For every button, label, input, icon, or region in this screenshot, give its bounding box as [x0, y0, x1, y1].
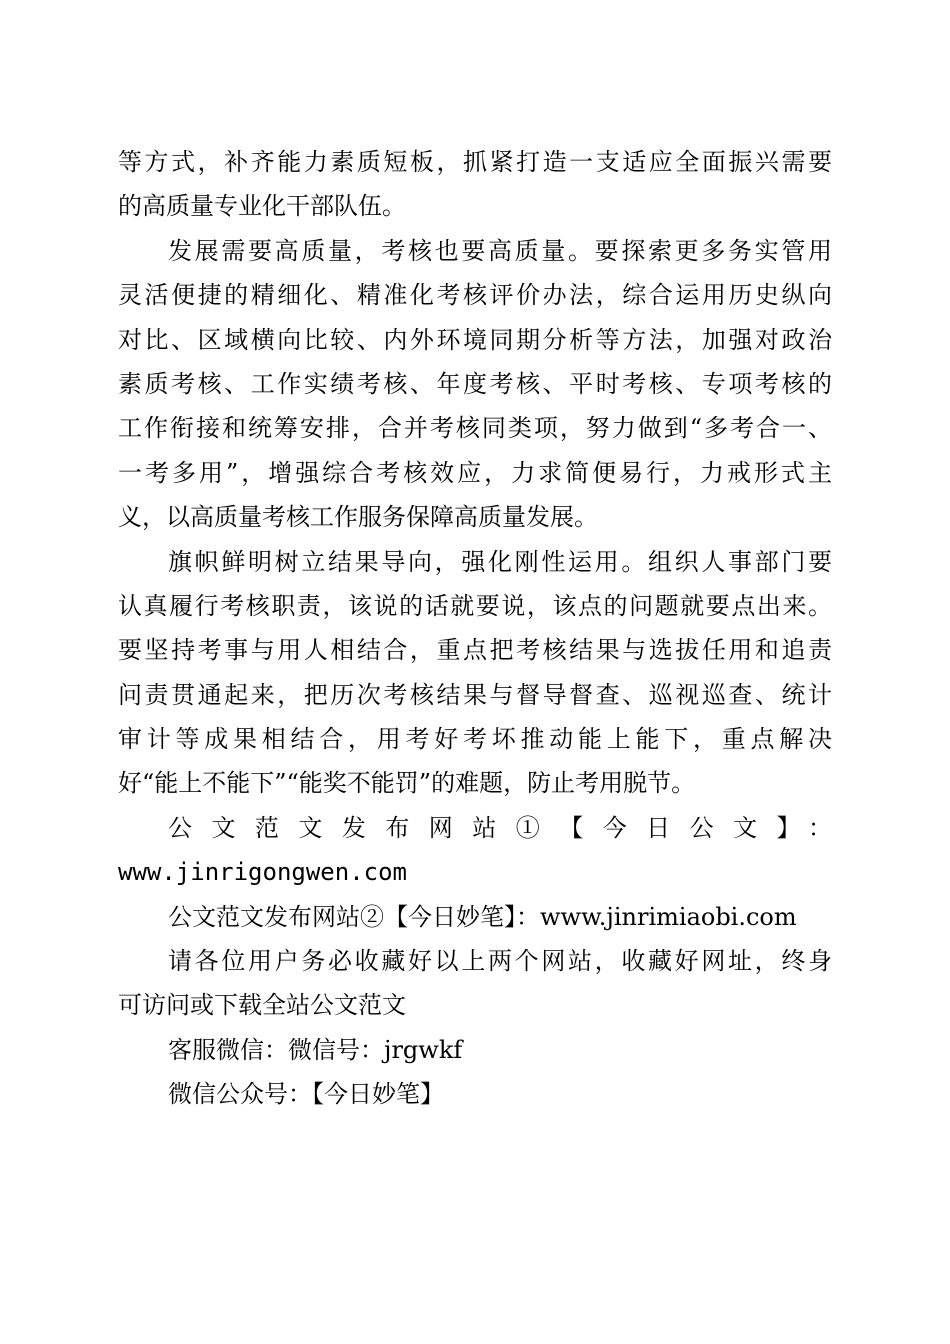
paragraph-1-line-1: 等方式，补齐能力素质短板，抓紧打造一支适应全面振兴需要: [118, 148, 832, 176]
customer-service-wechat: 客服微信：微信号：jrgwkf: [168, 1035, 463, 1064]
paragraph-2-line-2: 灵活便捷的精细化、精准化考核评价办法，综合运用历史纵向: [118, 281, 832, 310]
paragraph-3-line-6: 好“能上不能下”“能奖不能罚”的难题，防止考用脱节。: [118, 769, 696, 798]
paragraph-2-line-5: 工作衔接和统筹安排，合并考核同类项，努力做到“多考合一、: [118, 414, 832, 443]
paragraph-2-line-6: 一考多用”，增强综合考核效应，力求简便易行，力戒形式主: [118, 458, 832, 487]
notice-line-2: 可访问或下载全站公文范文: [118, 991, 406, 1020]
wechat-official-account: 微信公众号：【今日妙笔】: [168, 1080, 444, 1109]
paragraph-3-line-3: 要坚持考事与用人相结合，重点把考核结果与选拔任用和追责: [118, 636, 832, 665]
notice-line-1: 请各位用户务必收藏好以上两个网站，收藏好网址，终身: [168, 947, 832, 976]
paragraph-3-line-1: 旗帜鲜明树立结果导向，强化刚性运用。组织人事部门要: [168, 547, 832, 576]
paragraph-2-line-4: 素质考核、工作实绩考核、年度考核、平时考核、专项考核的: [118, 369, 832, 398]
paragraph-1-line-2: 的高质量专业化干部队伍。: [118, 192, 406, 221]
paragraph-2-line-7: 义，以高质量考核工作服务保障高质量发展。: [118, 503, 598, 532]
paragraph-3-line-2: 认真履行考核职责，该说的话就要说，该点的问题就要点出来。: [118, 591, 832, 620]
site-1-label: 公文范文发布网站①【今日公文】：: [168, 813, 832, 842]
document-page: [118, 140, 832, 1117]
paragraph-2-line-3: 对比、区域横向比较、内外环境同期分析等方法，加强对政治: [118, 325, 832, 354]
paragraph-3-line-5: 审计等成果相结合，用考好考坏推动能上能下，重点解决: [118, 725, 832, 754]
site-2-line[interactable]: 公文范文发布网站②【今日妙笔】：www.jinrimiaobi.com: [168, 902, 797, 931]
paragraph-3-line-4: 问责贯通起来，把历次考核结果与督导督查、巡视巡查、统计: [118, 680, 832, 709]
paragraph-2-line-1: 发展需要高质量，考核也要高质量。要探索更多务实管用: [168, 236, 832, 265]
site-1-url[interactable]: www.jinrigongwen.com: [118, 858, 407, 887]
